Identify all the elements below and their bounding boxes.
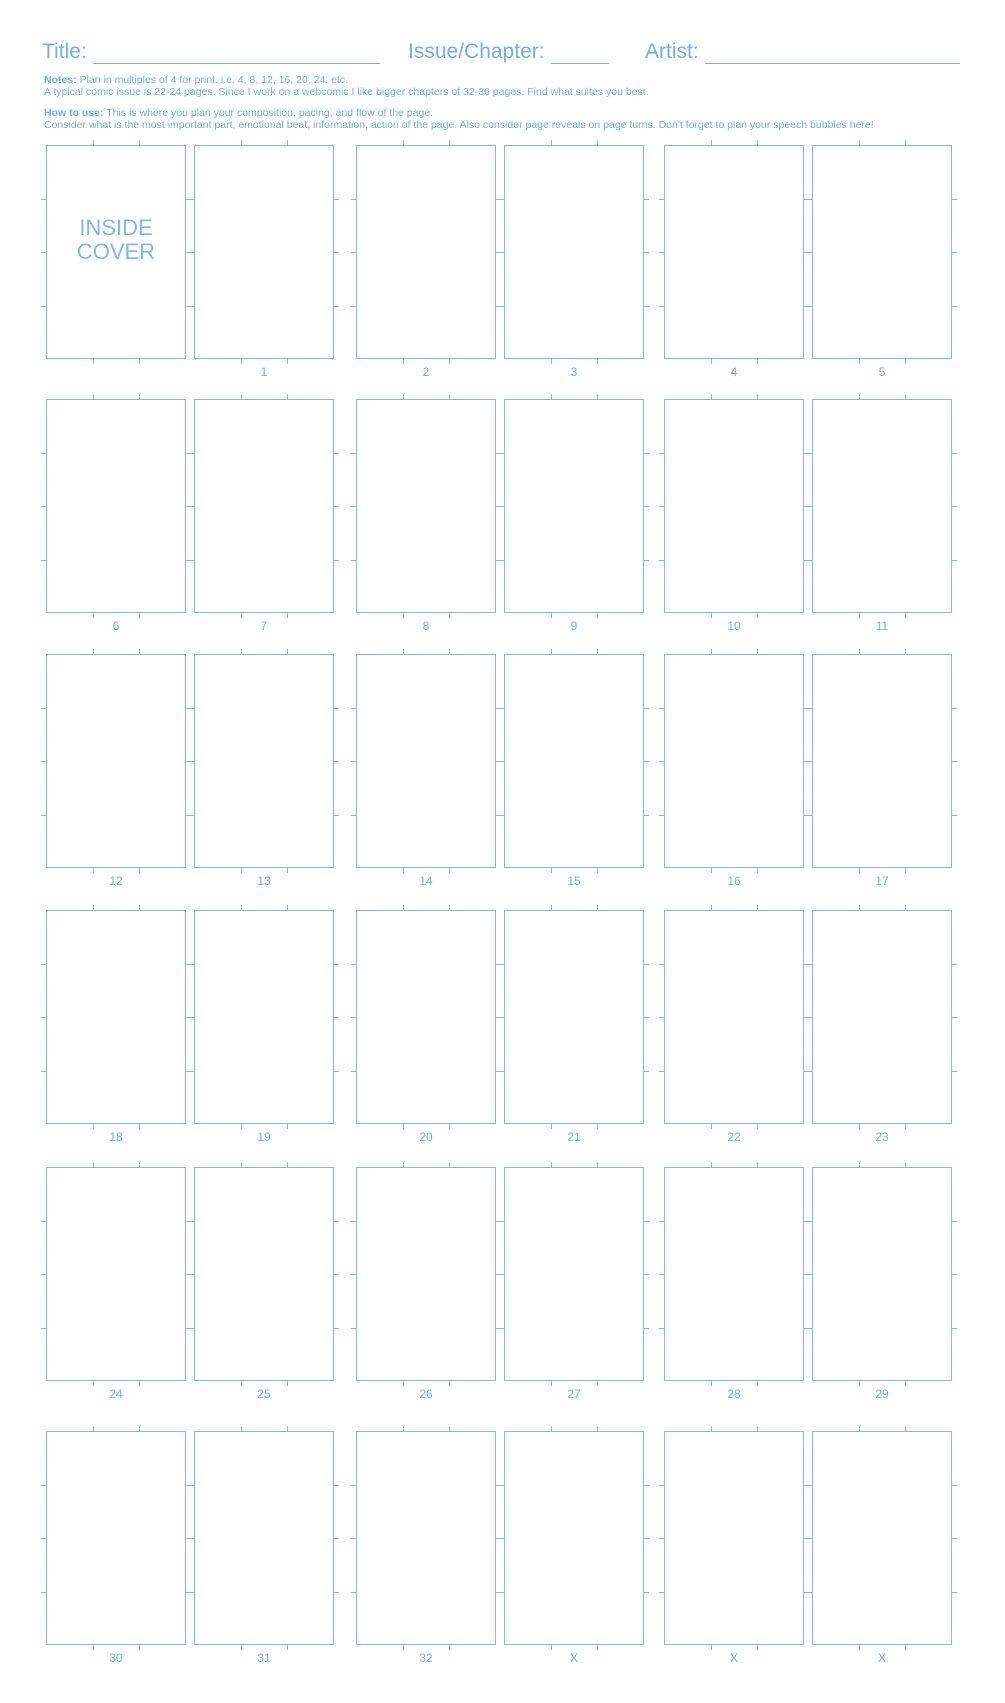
guide-tick bbox=[93, 1124, 94, 1129]
guide-tick bbox=[93, 1381, 94, 1386]
guide-tick bbox=[644, 1071, 649, 1072]
page-number: 4 bbox=[730, 365, 738, 379]
guide-tick bbox=[952, 560, 957, 561]
guide-tick bbox=[711, 1381, 712, 1386]
page-thumbnail[interactable] bbox=[194, 654, 334, 868]
guide-tick bbox=[287, 1381, 288, 1386]
page-thumbnail[interactable] bbox=[664, 399, 804, 613]
page-number: 3 bbox=[570, 365, 578, 379]
page-thumbnail[interactable] bbox=[812, 1167, 952, 1381]
notes-line-1 bbox=[44, 74, 964, 86]
page-number: 21 bbox=[567, 1130, 581, 1144]
guide-tick bbox=[952, 964, 957, 965]
guide-tick bbox=[804, 1274, 809, 1275]
guide-tick bbox=[334, 708, 339, 709]
notes-block bbox=[44, 74, 964, 98]
guide-tick bbox=[952, 199, 957, 200]
guide-tick bbox=[644, 761, 649, 762]
guide-tick bbox=[804, 453, 809, 454]
guide-tick bbox=[186, 199, 191, 200]
page-number: 12 bbox=[109, 874, 123, 888]
page-thumbnail[interactable] bbox=[46, 399, 186, 613]
guide-tick bbox=[93, 359, 94, 364]
guide-tick bbox=[551, 1124, 552, 1129]
page-number: 31 bbox=[257, 1651, 271, 1665]
issue-chapter-blank[interactable] bbox=[551, 41, 609, 64]
guide-tick bbox=[139, 1124, 140, 1129]
guide-tick bbox=[496, 1328, 501, 1329]
page-thumbnail[interactable] bbox=[194, 1167, 334, 1381]
guide-tick bbox=[496, 1538, 501, 1539]
guide-tick bbox=[496, 815, 501, 816]
guide-tick bbox=[496, 506, 501, 507]
page-thumbnail[interactable] bbox=[194, 1431, 334, 1645]
guide-tick bbox=[449, 1124, 450, 1129]
guide-tick bbox=[804, 964, 809, 965]
page-thumbnail[interactable] bbox=[46, 654, 186, 868]
guide-tick bbox=[496, 560, 501, 561]
guide-tick bbox=[804, 1538, 809, 1539]
page-thumbnail[interactable] bbox=[194, 399, 334, 613]
page-thumbnail[interactable] bbox=[504, 1431, 644, 1645]
page-thumbnail[interactable] bbox=[664, 910, 804, 1124]
page-number: 29 bbox=[875, 1387, 889, 1401]
guide-tick bbox=[403, 613, 404, 618]
guide-tick bbox=[644, 453, 649, 454]
page-number: 9 bbox=[570, 619, 578, 633]
guide-tick bbox=[804, 306, 809, 307]
guide-tick bbox=[644, 1538, 649, 1539]
guide-tick bbox=[711, 613, 712, 618]
guide-tick bbox=[241, 1381, 242, 1386]
guide-tick bbox=[952, 1592, 957, 1593]
page-thumbnail[interactable] bbox=[46, 145, 186, 359]
guide-tick bbox=[711, 868, 712, 873]
guide-tick bbox=[449, 359, 450, 364]
guide-tick bbox=[186, 252, 191, 253]
how-to-use-text-2: Consider what is the most important part, emotional beat, information, action of the page. Also consider page reveals on page turns. Don't forget to plan your speech bubbles here! bbox=[44, 119, 874, 131]
guide-tick bbox=[186, 453, 191, 454]
guide-tick bbox=[334, 1017, 339, 1018]
page-number: 27 bbox=[567, 1387, 581, 1401]
guide-tick bbox=[496, 761, 501, 762]
page-number: 16 bbox=[727, 874, 741, 888]
guide-tick bbox=[186, 964, 191, 965]
guide-tick bbox=[644, 708, 649, 709]
guide-tick bbox=[403, 1381, 404, 1386]
page-number: 20 bbox=[419, 1130, 433, 1144]
guide-tick bbox=[644, 252, 649, 253]
page-thumbnail[interactable] bbox=[812, 910, 952, 1124]
page-thumbnail[interactable] bbox=[504, 145, 644, 359]
guide-tick bbox=[186, 1221, 191, 1222]
guide-tick bbox=[449, 868, 450, 873]
guide-tick bbox=[241, 359, 242, 364]
guide-tick bbox=[804, 815, 809, 816]
page-number: 15 bbox=[567, 874, 581, 888]
page-thumbnail[interactable] bbox=[46, 910, 186, 1124]
guide-tick bbox=[905, 613, 906, 618]
guide-tick bbox=[804, 1071, 809, 1072]
guide-tick bbox=[859, 1645, 860, 1650]
page-number: 24 bbox=[109, 1387, 123, 1401]
page-thumbnail[interactable] bbox=[356, 399, 496, 613]
guide-tick bbox=[241, 613, 242, 618]
guide-tick bbox=[804, 1592, 809, 1593]
guide-tick bbox=[186, 1017, 191, 1018]
guide-tick bbox=[952, 1485, 957, 1486]
guide-tick bbox=[496, 1017, 501, 1018]
guide-tick bbox=[757, 1381, 758, 1386]
guide-tick bbox=[186, 1328, 191, 1329]
guide-tick bbox=[403, 359, 404, 364]
guide-tick bbox=[644, 815, 649, 816]
how-to-use-block bbox=[44, 107, 964, 131]
guide-tick bbox=[186, 1071, 191, 1072]
issue-chapter-field bbox=[408, 36, 609, 64]
guide-tick bbox=[139, 613, 140, 618]
guide-tick bbox=[241, 1645, 242, 1650]
title-field bbox=[42, 36, 380, 64]
guide-tick bbox=[287, 1645, 288, 1650]
guide-tick bbox=[597, 868, 598, 873]
inside-cover-label bbox=[47, 216, 185, 264]
how-to-use-text-1: This is where you plan your composition, pacing, and flow of the page. bbox=[106, 107, 434, 119]
page-number: 2 bbox=[422, 365, 430, 379]
guide-tick bbox=[804, 1017, 809, 1018]
guide-tick bbox=[804, 1221, 809, 1222]
guide-tick bbox=[757, 868, 758, 873]
guide-tick bbox=[403, 1124, 404, 1129]
page-thumbnail[interactable] bbox=[812, 399, 952, 613]
page-number: 5 bbox=[878, 365, 886, 379]
page-number: 28 bbox=[727, 1387, 741, 1401]
guide-tick bbox=[334, 964, 339, 965]
guide-tick bbox=[334, 1485, 339, 1486]
guide-tick bbox=[804, 1485, 809, 1486]
artist-label: Artist: bbox=[645, 40, 699, 63]
guide-tick bbox=[551, 868, 552, 873]
guide-tick bbox=[139, 1381, 140, 1386]
page-number: 22 bbox=[727, 1130, 741, 1144]
page-number: 7 bbox=[260, 619, 268, 633]
page-thumbnail[interactable] bbox=[356, 145, 496, 359]
page-number: 17 bbox=[875, 874, 889, 888]
guide-tick bbox=[952, 252, 957, 253]
guide-tick bbox=[496, 708, 501, 709]
guide-tick bbox=[859, 1124, 860, 1129]
guide-tick bbox=[952, 1274, 957, 1275]
guide-tick bbox=[496, 252, 501, 253]
guide-tick bbox=[496, 306, 501, 307]
page-thumbnail[interactable] bbox=[46, 1167, 186, 1381]
guide-tick bbox=[804, 252, 809, 253]
guide-tick bbox=[551, 359, 552, 364]
guide-tick bbox=[952, 506, 957, 507]
page-number: X bbox=[729, 1651, 738, 1665]
guide-tick bbox=[334, 761, 339, 762]
how-to-use-line-1 bbox=[44, 107, 964, 119]
guide-tick bbox=[644, 1485, 649, 1486]
guide-tick bbox=[804, 506, 809, 507]
guide-tick bbox=[551, 613, 552, 618]
guide-tick bbox=[757, 1645, 758, 1650]
page-thumbnail[interactable] bbox=[504, 1167, 644, 1381]
page-thumbnail[interactable] bbox=[356, 654, 496, 868]
guide-tick bbox=[804, 708, 809, 709]
guide-tick bbox=[804, 1328, 809, 1329]
guide-tick bbox=[93, 868, 94, 873]
page-thumbnail[interactable] bbox=[664, 1167, 804, 1381]
guide-tick bbox=[93, 1645, 94, 1650]
page-thumbnail[interactable] bbox=[46, 1431, 186, 1645]
guide-tick bbox=[551, 1645, 552, 1650]
guide-tick bbox=[403, 1645, 404, 1650]
artist-blank[interactable] bbox=[705, 41, 960, 64]
page-thumbnail[interactable] bbox=[504, 399, 644, 613]
guide-tick bbox=[597, 1645, 598, 1650]
guide-tick bbox=[952, 761, 957, 762]
guide-tick bbox=[334, 1274, 339, 1275]
guide-tick bbox=[905, 1124, 906, 1129]
guide-tick bbox=[449, 1381, 450, 1386]
guide-tick bbox=[334, 1538, 339, 1539]
guide-tick bbox=[597, 1124, 598, 1129]
page-number: 1 bbox=[260, 365, 268, 379]
guide-tick bbox=[241, 868, 242, 873]
guide-tick bbox=[905, 868, 906, 873]
guide-tick bbox=[859, 1381, 860, 1386]
guide-tick bbox=[644, 306, 649, 307]
page-number: 6 bbox=[112, 619, 120, 633]
guide-tick bbox=[952, 1017, 957, 1018]
guide-tick bbox=[334, 560, 339, 561]
guide-tick bbox=[334, 252, 339, 253]
guide-tick bbox=[644, 1592, 649, 1593]
guide-tick bbox=[952, 1538, 957, 1539]
guide-tick bbox=[859, 868, 860, 873]
guide-tick bbox=[139, 868, 140, 873]
page-thumbnail[interactable] bbox=[356, 1167, 496, 1381]
guide-tick bbox=[334, 1328, 339, 1329]
page-number: 13 bbox=[257, 874, 271, 888]
guide-tick bbox=[757, 359, 758, 364]
guide-tick bbox=[186, 761, 191, 762]
inside-cover-label-line: INSIDE bbox=[79, 215, 153, 240]
guide-tick bbox=[711, 359, 712, 364]
guide-tick bbox=[804, 199, 809, 200]
guide-tick bbox=[804, 761, 809, 762]
guide-tick bbox=[287, 359, 288, 364]
guide-tick bbox=[551, 1381, 552, 1386]
page-thumbnail[interactable] bbox=[812, 654, 952, 868]
guide-tick bbox=[644, 1274, 649, 1275]
guide-tick bbox=[644, 1221, 649, 1222]
guide-tick bbox=[334, 1592, 339, 1593]
guide-tick bbox=[496, 1221, 501, 1222]
guide-tick bbox=[186, 815, 191, 816]
guide-tick bbox=[241, 1124, 242, 1129]
page-thumbnail[interactable] bbox=[812, 145, 952, 359]
guide-tick bbox=[287, 613, 288, 618]
guide-tick bbox=[496, 1485, 501, 1486]
guide-tick bbox=[905, 1645, 906, 1650]
guide-tick bbox=[186, 1274, 191, 1275]
guide-tick bbox=[334, 306, 339, 307]
guide-tick bbox=[449, 1645, 450, 1650]
page-number: 11 bbox=[875, 619, 889, 633]
how-to-use-heading: How to use: bbox=[44, 107, 104, 119]
guide-tick bbox=[139, 1645, 140, 1650]
guide-tick bbox=[952, 453, 957, 454]
guide-tick bbox=[496, 1071, 501, 1072]
guide-tick bbox=[496, 964, 501, 965]
guide-tick bbox=[334, 453, 339, 454]
guide-tick bbox=[952, 815, 957, 816]
guide-tick bbox=[952, 708, 957, 709]
guide-tick bbox=[952, 306, 957, 307]
guide-tick bbox=[139, 359, 140, 364]
guide-tick bbox=[93, 613, 94, 618]
guide-tick bbox=[644, 506, 649, 507]
notes-text-2: A typical comic issue is 22-24 pages. Since I work on a webcomic I like bigger chapters of 32-36 pages. Find what suites you best. bbox=[44, 86, 649, 98]
guide-tick bbox=[186, 306, 191, 307]
guide-tick bbox=[334, 506, 339, 507]
guide-tick bbox=[859, 613, 860, 618]
guide-tick bbox=[859, 359, 860, 364]
guide-tick bbox=[597, 613, 598, 618]
guide-tick bbox=[711, 1645, 712, 1650]
guide-tick bbox=[449, 613, 450, 618]
artist-field bbox=[645, 36, 960, 64]
title-label: Title: bbox=[42, 40, 87, 63]
notes-text-1: Plan in multiples of 4 for print. i.e. 4, 8, 12, 16, 20, 24, etc. bbox=[79, 74, 349, 86]
page-thumbnail[interactable] bbox=[664, 145, 804, 359]
guide-tick bbox=[644, 964, 649, 965]
page-number: 19 bbox=[257, 1130, 271, 1144]
guide-tick bbox=[496, 1274, 501, 1275]
guide-tick bbox=[334, 199, 339, 200]
guide-tick bbox=[757, 1124, 758, 1129]
guide-tick bbox=[952, 1221, 957, 1222]
page-number: 25 bbox=[257, 1387, 271, 1401]
page-thumbnail[interactable] bbox=[664, 654, 804, 868]
page-number: 23 bbox=[875, 1130, 889, 1144]
guide-tick bbox=[597, 359, 598, 364]
page-thumbnail[interactable] bbox=[194, 910, 334, 1124]
guide-tick bbox=[287, 1124, 288, 1129]
guide-tick bbox=[711, 1124, 712, 1129]
page-thumbnail[interactable] bbox=[356, 910, 496, 1124]
page-number: 26 bbox=[419, 1387, 433, 1401]
guide-tick bbox=[186, 560, 191, 561]
page-number: 30 bbox=[109, 1651, 123, 1665]
title-blank[interactable] bbox=[93, 41, 380, 64]
guide-tick bbox=[287, 868, 288, 873]
page-number: X bbox=[877, 1651, 886, 1665]
page-number: 14 bbox=[419, 874, 433, 888]
page-thumbnail[interactable] bbox=[812, 1431, 952, 1645]
page-thumbnail[interactable] bbox=[504, 654, 644, 868]
guide-tick bbox=[496, 453, 501, 454]
notes-heading: Notes: bbox=[44, 74, 77, 86]
guide-tick bbox=[644, 1017, 649, 1018]
page-number: 32 bbox=[419, 1651, 433, 1665]
guide-tick bbox=[186, 1538, 191, 1539]
guide-tick bbox=[334, 1071, 339, 1072]
guide-tick bbox=[644, 560, 649, 561]
guide-tick bbox=[496, 199, 501, 200]
guide-tick bbox=[496, 1592, 501, 1593]
page-thumbnail[interactable] bbox=[356, 1431, 496, 1645]
page-number: 10 bbox=[727, 619, 741, 633]
guide-tick bbox=[905, 359, 906, 364]
guide-tick bbox=[186, 1592, 191, 1593]
guide-tick bbox=[804, 560, 809, 561]
guide-tick bbox=[644, 1328, 649, 1329]
guide-tick bbox=[952, 1071, 957, 1072]
page-number: 8 bbox=[422, 619, 430, 633]
guide-tick bbox=[334, 815, 339, 816]
page-number: 18 bbox=[109, 1130, 123, 1144]
issue-chapter-label: Issue/Chapter: bbox=[408, 40, 545, 63]
guide-tick bbox=[644, 199, 649, 200]
guide-tick bbox=[952, 1328, 957, 1329]
guide-tick bbox=[334, 1221, 339, 1222]
guide-tick bbox=[597, 1381, 598, 1386]
guide-tick bbox=[403, 868, 404, 873]
page-number: X bbox=[569, 1651, 578, 1665]
guide-tick bbox=[905, 1381, 906, 1386]
guide-tick bbox=[186, 506, 191, 507]
inside-cover-label-line: COVER bbox=[76, 239, 156, 264]
page-thumbnail[interactable] bbox=[194, 145, 334, 359]
guide-tick bbox=[186, 708, 191, 709]
page-thumbnail[interactable] bbox=[664, 1431, 804, 1645]
guide-tick bbox=[186, 1485, 191, 1486]
page-thumbnail[interactable] bbox=[504, 910, 644, 1124]
guide-tick bbox=[757, 613, 758, 618]
